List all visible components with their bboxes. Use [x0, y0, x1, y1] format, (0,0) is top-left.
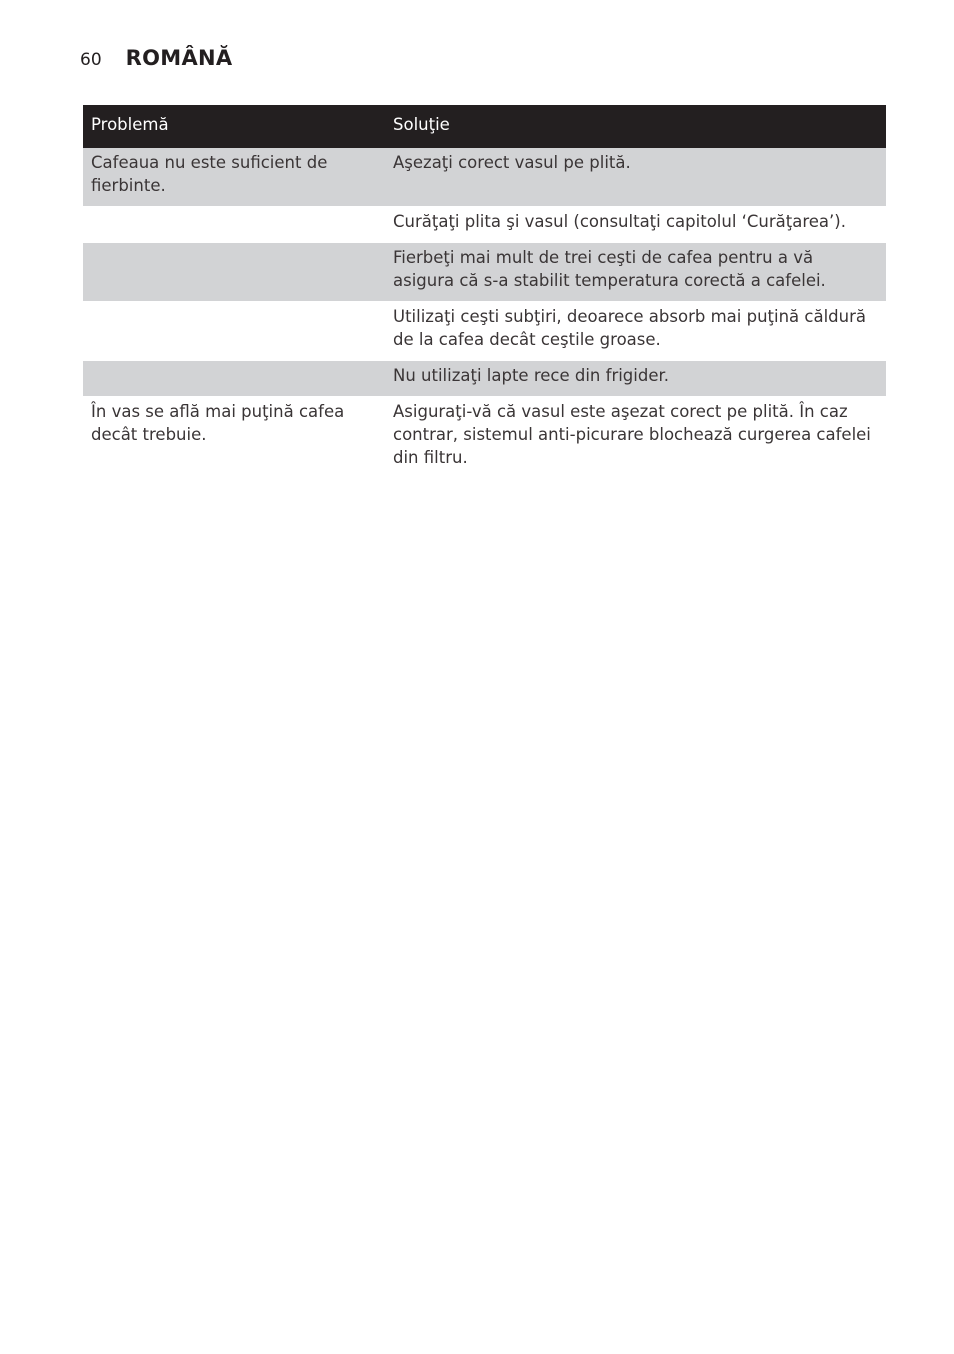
- page-header: [80, 46, 232, 76]
- table-row: [83, 397, 886, 479]
- solution-cell: Utilizaţi ceşti subţiri, deoarece absorb mai puţină căldură de la cafea decât ceştile groase.: [385, 302, 886, 361]
- table-header-row: [83, 105, 886, 148]
- solution-cell: Fierbeţi mai mult de trei ceşti de cafea pentru a vă asigura că s-a stabilit temperatura corectă a cafelei.: [385, 243, 886, 302]
- table-row: [83, 148, 886, 207]
- table-row: [83, 243, 886, 302]
- table-row: [83, 361, 886, 397]
- problem-cell: În vas se află mai puţină cafea decât trebuie.: [83, 397, 385, 479]
- page-number: 60: [80, 50, 102, 70]
- solution-cell: Nu utilizaţi lapte rece din frigider.: [385, 361, 886, 397]
- solution-cell: Curăţaţi plita şi vasul (consultaţi capitolul ‘Curăţarea’).: [385, 207, 886, 243]
- problem-cell: [83, 243, 385, 302]
- problem-cell: Cafeaua nu este suficient de fierbinte.: [83, 148, 385, 207]
- troubleshooting-table: [83, 105, 886, 479]
- column-header-problem: Problemă: [83, 105, 385, 148]
- solution-cell: Asiguraţi-vă că vasul este aşezat corect pe plită. În caz contrar, sistemul anti-picurare blochează curgerea cafelei din filtru.: [385, 397, 886, 479]
- problem-cell: [83, 302, 385, 361]
- column-header-solution: Soluţie: [385, 105, 886, 148]
- table-row: [83, 302, 886, 361]
- problem-cell: [83, 207, 385, 243]
- table-row: [83, 207, 886, 243]
- section-title: ROMÂNĂ: [125, 46, 233, 70]
- solution-cell: Aşezaţi corect vasul pe plită.: [385, 148, 886, 207]
- problem-cell: [83, 361, 385, 397]
